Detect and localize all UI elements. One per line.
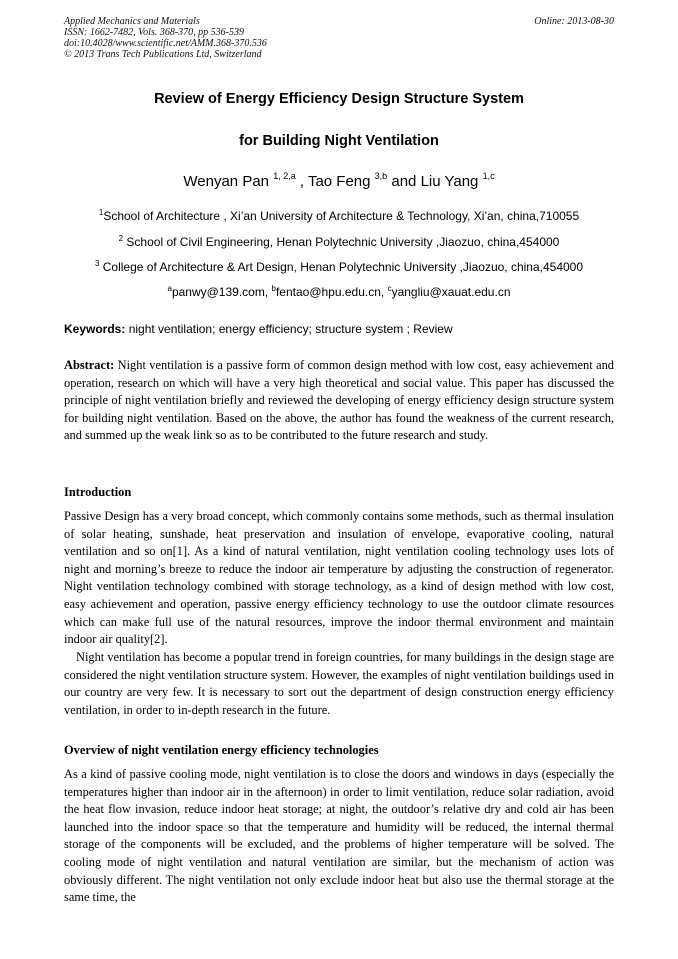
affiliation-3-marker: 3: [94, 259, 100, 268]
introduction-paragraph-2: Night ventilation has become a popular trend in foreign countries, for many buildings in the design stage are considered the night ventilation structure system. However, the examples of night ventilation buildings used in our country are very few. It is necessary to sort out the department of design construction energy efficiency ventilation, in order to in-depth research in the future.: [64, 650, 614, 717]
affiliation-1-marker: 1: [98, 208, 104, 217]
affiliation-1-text: School of Architecture , Xi’an University of Architecture & Technology, Xi’an, china,710055: [103, 209, 580, 223]
email-c-marker: c: [387, 284, 392, 293]
online-date: Online: 2013-08-30: [534, 16, 614, 27]
journal-name: Applied Mechanics and Materials: [64, 16, 200, 27]
keywords-text: night ventilation; energy efficiency; structure system ; Review: [125, 322, 453, 336]
abstract-label: Abstract:: [64, 358, 115, 372]
issn-line: ISSN: 1662-7482, Vols. 368-370, pp 536-539: [64, 27, 244, 38]
email-c[interactable]: yangliu@xauat.edu.cn: [391, 285, 511, 299]
introduction-paragraph-1: Passive Design has a very broad concept, which commonly contains some methods, such as thermal insulation of solar heating, sunshade, heat preservation and insulation of envelope, evaporative cooling, natural ventilation and so on[1]. As a kind of natural ventilation, night ventilation cooling technology uses lots of night and morning’s breeze to reduce the indoor air temperature by adjusting the construction of regenerator. Night ventilation technology combined with storage technology, as a kind of design method with low cost, easy achievement and operation, passive energy efficiency technology to use the outdoor climate resources which can make full use of the natural resources, improve the indoor thermal environment and maintain indoor air quality[2].: [64, 509, 614, 647]
copyright-line: © 2013 Trans Tech Publications Ltd, Switzerland: [64, 49, 262, 60]
author-1-name: Wenyan Pan: [183, 173, 270, 190]
author-separator-1: ,: [295, 173, 308, 190]
email-line: [0, 285, 678, 299]
journal-header: [64, 16, 267, 60]
doi-line: doi:10.4028/www.scientific.net/AMM.368-370.536: [64, 38, 267, 49]
author-3-affiliation: 1,c: [482, 171, 495, 181]
email-b[interactable]: fentao@hpu.edu.cn,: [275, 285, 388, 299]
abstract-text: Night ventilation is a passive form of common design method with low cost, easy achievement and operation, research on which will have a very high theoretical and social value. This paper has discussed the principle of night ventilation briefly and reviewed the developing of energy efficiency design structure system for building night ventilation. Based on the above, the author has found the weakness of the current research, and summed up the weak link so as to be contributed to the future research and study.: [64, 358, 614, 443]
overview-paragraph-1: As a kind of passive cooling mode, night ventilation is to close the doors and windows in days (especially the temperatures higher than indoor air in the afternoon) in order to limit ventilation, reduce solar radiation, avoid the heat flow invasion, reduce indoor heat storage; at night, the outdoor’s relative dry and cold air has been launched into the indoor space so that the temperature and humidity will be reduced, the internal thermal storage of the components will be excluded, and the problems of higher temperature will be solved. The cooling mode of night ventilation and natural ventilation are similar, but the mechanism of action was obviously different. The night ventilation not only exclude indoor heat but also use the thermal storage at the same time, the: [64, 767, 614, 905]
affiliation-1: [0, 209, 678, 223]
overview-heading: Overview of night ventilation energy efficiency technologies: [64, 743, 379, 757]
author-3-name: Liu Yang: [420, 173, 479, 190]
email-b-marker: b: [271, 284, 276, 293]
abstract-paragraph: [64, 357, 614, 445]
affiliation-2-text: School of Civil Engineering, Henan Polytechnic University ,Jiaozuo, china,454000: [123, 235, 560, 249]
email-a-marker: a: [167, 284, 172, 293]
affiliation-3: [0, 260, 678, 274]
paper-title-line-1: Review of Energy Efficiency Design Structure System: [154, 91, 524, 107]
keywords-label: Keywords:: [64, 322, 126, 336]
affiliation-2-marker: 2: [118, 234, 124, 243]
affiliation-3-text: College of Architecture & Art Design, Henan Polytechnic University ,Jiaozuo, china,454000: [99, 260, 584, 274]
author-list: [0, 173, 678, 190]
affiliation-2: [0, 235, 678, 249]
keywords-line: [64, 322, 453, 336]
introduction-heading: Introduction: [64, 485, 132, 499]
email-a[interactable]: panwy@139.com,: [171, 285, 272, 299]
author-separator-2: and: [387, 173, 421, 190]
author-2-name: Tao Feng: [307, 173, 371, 190]
author-2-affiliation: 3,b: [374, 171, 388, 181]
author-1-affiliation: 1, 2,a: [273, 171, 296, 181]
paper-title-line-2: for Building Night Ventilation: [239, 133, 439, 149]
